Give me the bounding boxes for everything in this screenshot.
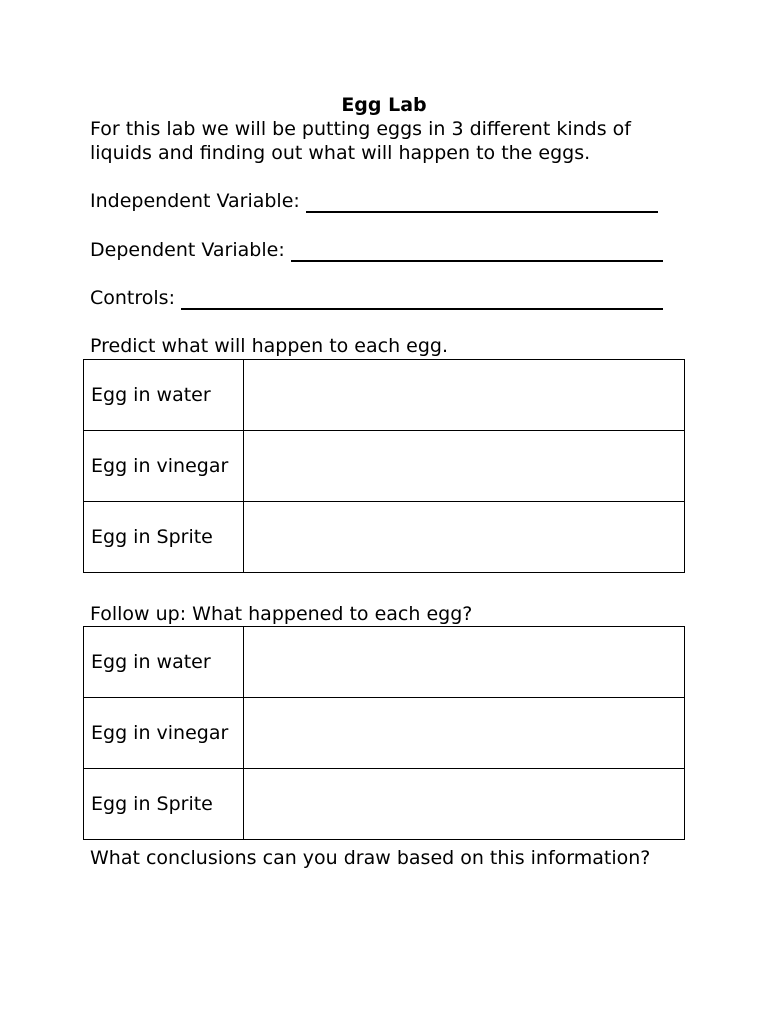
follow-up-answer-water[interactable] (244, 627, 685, 698)
prediction-answer-water[interactable] (244, 360, 685, 431)
follow-up-answer-vinegar[interactable] (244, 698, 685, 769)
follow-up-answer-sprite[interactable] (244, 769, 685, 840)
controls-row (90, 286, 663, 310)
dependent-variable-answer-line[interactable] (291, 242, 663, 262)
table-row (84, 360, 685, 431)
table-row (84, 769, 685, 840)
prediction-answer-vinegar[interactable] (244, 431, 685, 502)
follow-up-prompt: Follow up: What happened to each egg? (90, 603, 473, 625)
prediction-label-sprite: Egg in Sprite (84, 502, 244, 573)
prediction-label-vinegar: Egg in vinegar (84, 431, 244, 502)
controls-label: Controls: (90, 287, 175, 309)
follow-up-label-vinegar: Egg in vinegar (84, 698, 244, 769)
prediction-prompt: Predict what will happen to each egg. (90, 335, 449, 357)
controls-answer-line[interactable] (181, 290, 663, 310)
prediction-table (83, 359, 685, 573)
prediction-answer-sprite[interactable] (244, 502, 685, 573)
dependent-variable-label: Dependent Variable: (90, 239, 285, 261)
dependent-variable-row (90, 238, 663, 262)
table-row (84, 431, 685, 502)
document-title: Egg Lab (341, 94, 427, 116)
table-row (84, 502, 685, 573)
conclusion-prompt: What conclusions can you draw based on this information? (90, 847, 651, 869)
intro-paragraph: For this lab we will be putting eggs in 3 different kinds of liquids and finding out what will happen to the eggs. (90, 118, 631, 164)
follow-up-label-water: Egg in water (84, 627, 244, 698)
table-row (84, 698, 685, 769)
independent-variable-label: Independent Variable: (90, 190, 300, 212)
table-row (84, 627, 685, 698)
follow-up-label-sprite: Egg in Sprite (84, 769, 244, 840)
prediction-label-water: Egg in water (84, 360, 244, 431)
independent-variable-row (90, 189, 658, 213)
independent-variable-answer-line[interactable] (306, 193, 658, 213)
follow-up-table (83, 626, 685, 840)
